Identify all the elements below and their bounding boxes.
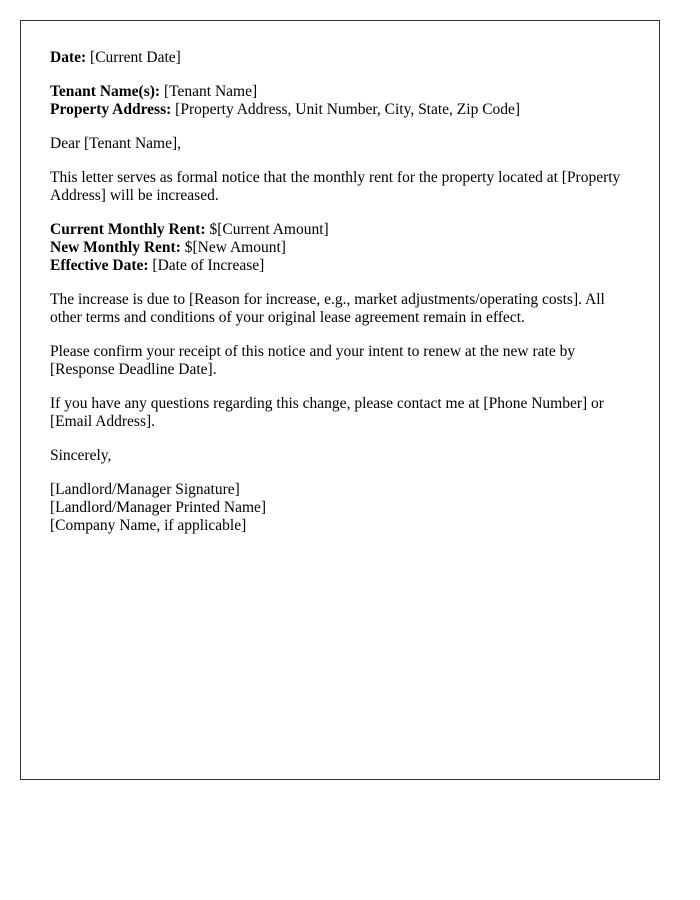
intro-paragraph: This letter serves as formal notice that the monthly rent for the property located at [Property Address] will be increased. (50, 169, 621, 204)
confirm-paragraph: Please confirm your receipt of this notice and your intent to renew at the new rate by [Response Deadline Date]. (50, 343, 576, 378)
property-value: [Property Address, Unit Number, City, State, Zip Code] (175, 101, 521, 118)
rent-details (50, 221, 640, 275)
property-label: Property Address: (50, 101, 172, 118)
letter-body (50, 49, 640, 551)
property-line (50, 101, 640, 119)
current-rent-label: Current Monthly Rent: (50, 221, 206, 238)
date-line (50, 49, 640, 67)
questions-paragraph: If you have any questions regarding this change, please contact me at [Phone Number] or [Email Address]. (50, 395, 604, 430)
signature-line: [Landlord/Manager Signature] (50, 481, 240, 498)
tenant-value: [Tenant Name] (163, 83, 258, 100)
date-value: [Current Date] (90, 49, 181, 66)
date-label: Date: (50, 49, 87, 66)
new-rent-label: New Monthly Rent: (50, 239, 181, 256)
closing: Sincerely, (50, 447, 112, 464)
new-rent-line (50, 239, 640, 257)
company-line: [Company Name, if applicable] (50, 517, 247, 534)
printed-name-line: [Landlord/Manager Printed Name] (50, 499, 267, 516)
new-rent-value: $[New Amount] (184, 239, 286, 256)
effective-date-label: Effective Date: (50, 257, 149, 274)
current-rent-value: $[Current Amount] (209, 221, 329, 238)
salutation: Dear [Tenant Name], (50, 135, 182, 152)
reason-paragraph: The increase is due to [Reason for increase, e.g., market adjustments/operating costs]. All other terms and conditions of your original lease agreement remain in effect. (50, 291, 605, 326)
tenant-label: Tenant Name(s): (50, 83, 161, 100)
effective-date-line (50, 257, 640, 275)
letter-frame (20, 20, 660, 780)
signature-block (50, 481, 640, 535)
effective-date-value: [Date of Increase] (152, 257, 265, 274)
current-rent-line (50, 221, 640, 239)
tenant-line (50, 83, 640, 101)
recipient-block (50, 83, 640, 119)
